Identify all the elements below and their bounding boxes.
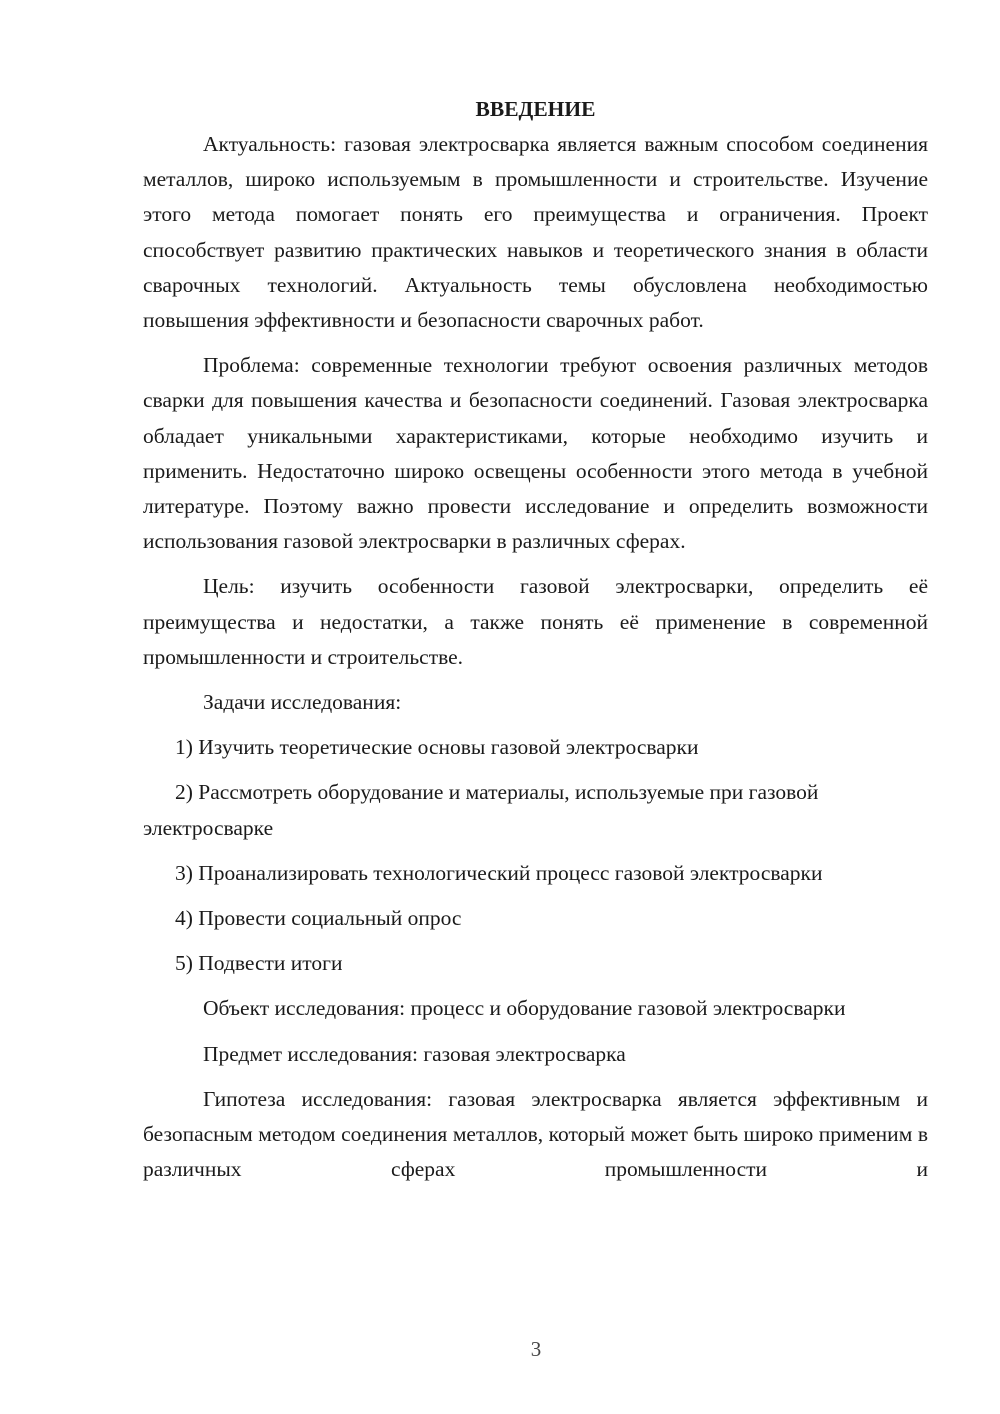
list-item-task-5: 5) Подвести итоги [175,951,343,976]
document-page [143,92,928,1187]
paragraph-problem: Проблема: современные технологии требуют освоения различных методов сварки для повышения качества и безопасности соединений. Газовая электросварка обладает уникальными характеристиками, которые необходимо изучить и применить. Недостаточно широко освещены особенности этого метода в учебной литературе. Поэтому важно провести исследование и определить возможности использования газовой электросварки в различных сферах. [143,353,928,554]
paragraph-goal: Цель: изучить особенности газовой электросварки, определить её преимущества и недостатки, а также понять её применение в современной промышленности и строительстве. [143,574,928,669]
paragraph-subject: Предмет исследования: газовая электросварка [203,1041,626,1066]
paragraph-object: Объект исследования: процесс и оборудование газовой электросварки [203,996,846,1021]
list-item-task-3: 3) Проанализировать технологический процесс газовой электросварки [175,860,823,885]
list-item-task-1: 1) Изучить теоретические основы газовой электросварки [175,735,699,760]
paragraph-hypothesis: Гипотеза исследования: газовая электросварка является эффективным и безопасным методом соединения металлов, который может быть широко применим в различных сферах промышленности и [143,1086,928,1182]
page-number: 3 [530,1337,542,1361]
section-heading: ВВЕДЕНИЕ [475,97,596,121]
paragraph-tasks-title: Задачи исследования: [203,690,402,715]
list-item-task-2: 2) Рассмотреть оборудование и материалы, используемые при газовой электросварке [143,780,819,840]
paragraph-relevance: Актуальность: газовая электросварка является важным способом соединения металлов, широко используемым в промышленности и строительстве. Изучение этого метода помогает понять его преимущества и ограничения. Проект способствует развитию практических навыков и теоретического знания в области сварочных технологий. Актуальность темы обусловлена необходимостью повышения эффективности и безопасности сварочных работ. [143,132,928,333]
list-item-task-4: 4) Провести социальный опрос [175,906,462,931]
